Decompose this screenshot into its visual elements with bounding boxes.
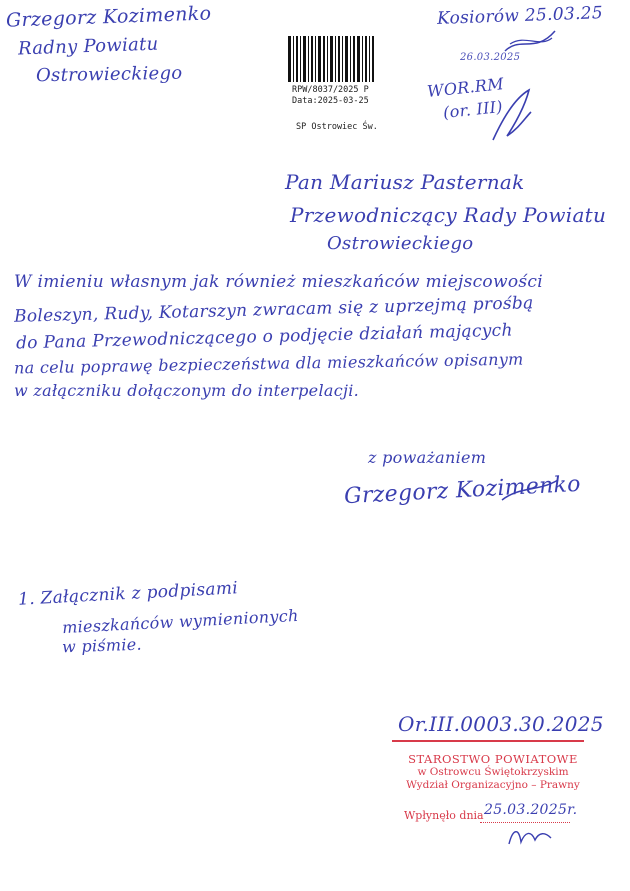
addressee-county: Ostrowieckiego: [327, 233, 474, 254]
registry-note-line2: (or. III): [442, 96, 504, 123]
sender-name: Grzegorz Kozimenko: [5, 2, 212, 32]
attachment-line-2: mieszkańców wymienionych: [61, 605, 300, 638]
case-number: Or.III.0003.30.2025: [398, 712, 604, 736]
body-line-3: do Pana Przewodniczącego o podjęcie działań mających: [15, 320, 514, 354]
registry-stamp: [388, 752, 598, 792]
stamp-received-label: Wpłynęło dnia: [404, 809, 484, 822]
stamp-initials: [505, 822, 555, 850]
stamp-department: Wydział Organizacyjno – Prawny: [406, 779, 580, 791]
barcode-date: Data:2025-03-25: [292, 96, 369, 106]
sender-county: Ostrowieckiego: [35, 62, 183, 87]
registry-note-line1: WOR.RM: [426, 74, 505, 101]
body-line-4: na celu poprawę bezpieczeństwa dla mieszkańców opisanym: [13, 349, 524, 378]
closing: z poważaniem: [368, 448, 487, 467]
initial-scribble: [485, 88, 535, 148]
addressee-title: Przewodniczący Rady Powiatu: [290, 203, 607, 227]
body-line-5: w załączniku dołączonym do interpelacji.: [14, 381, 360, 400]
stamp-office-title: STAROSTWO POWIATOWE: [408, 752, 578, 766]
stamp-received-value: 25.03.2025r.: [484, 802, 578, 818]
attachment-line-1: 1. Załącznik z podpisami: [17, 578, 239, 610]
barcode-office: SP Ostrowiec Św.: [296, 122, 378, 132]
place-date: Kosiorów 25.03.25: [436, 3, 604, 29]
barcode-id: RPW/8037/2025 P: [292, 85, 369, 95]
barcode-label: [288, 36, 386, 88]
body-line-2: Boleszyn, Rudy, Kotarszyn zwracam się z uprzejmą prośbą: [13, 293, 534, 327]
sender-title: Radny Powiatu: [17, 33, 159, 60]
barcode-icon: [288, 36, 374, 82]
signature: Grzegorz Kozimenko: [343, 471, 582, 510]
signature-flourish: [500, 478, 560, 508]
attachment-line-3: w piśmie.: [61, 634, 143, 657]
received-date-handwritten: 26.03.2025: [460, 52, 521, 63]
stamp-top-line: [392, 740, 584, 742]
date-scribble: [500, 26, 560, 56]
addressee-name: Pan Mariusz Pasternak: [285, 170, 525, 194]
body-line-1: W imieniu własnym jak również mieszkańców miejscowości: [14, 272, 543, 292]
stamp-office-city: w Ostrowcu Świętokrzyskim: [417, 766, 569, 778]
